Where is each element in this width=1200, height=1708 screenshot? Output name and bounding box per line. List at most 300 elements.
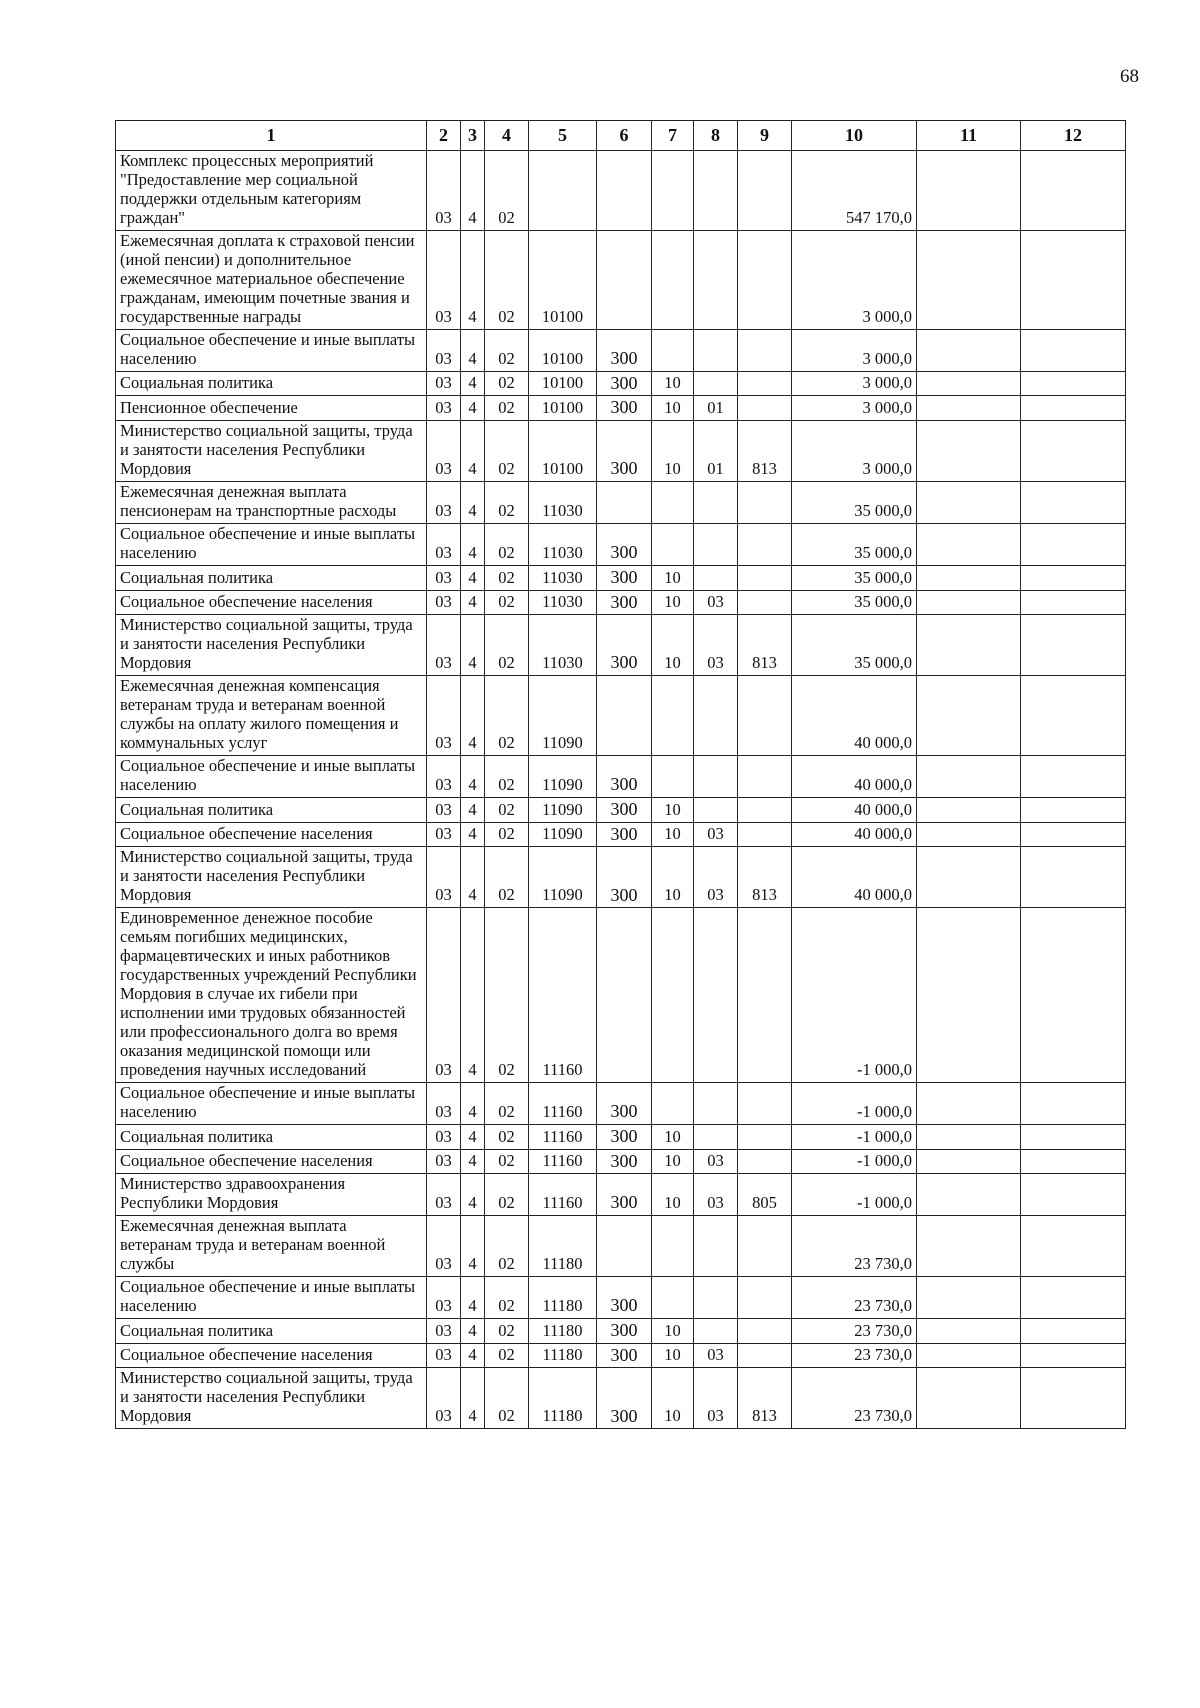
cell-col-6 [597, 908, 652, 1083]
cell-col-10-amount: 23 730,0 [792, 1319, 917, 1344]
cell-col-7: 10 [652, 565, 694, 590]
row-name-cell: Социальная политика [116, 371, 427, 396]
cell-col-12 [1021, 755, 1126, 797]
cell-col-3: 4 [461, 523, 485, 565]
cell-col-12 [1021, 523, 1126, 565]
cell-col-3: 4 [461, 151, 485, 231]
cell-col-4: 02 [485, 1277, 529, 1319]
cell-col-2: 03 [427, 481, 461, 523]
cell-col-3: 4 [461, 1277, 485, 1319]
table-row [116, 1124, 1126, 1149]
cell-col-7 [652, 1277, 694, 1319]
cell-col-7: 10 [652, 421, 694, 482]
cell-col-6: 300 [597, 1149, 652, 1174]
cell-col-2: 03 [427, 908, 461, 1083]
cell-col-3: 4 [461, 1343, 485, 1368]
cell-col-11 [917, 908, 1021, 1083]
cell-col-2: 03 [427, 1149, 461, 1174]
header-cell: 12 [1021, 121, 1126, 151]
cell-col-9: 813 [738, 615, 792, 676]
cell-col-2: 03 [427, 822, 461, 847]
cell-col-9 [738, 523, 792, 565]
cell-col-5: 11160 [529, 1082, 597, 1124]
cell-col-6: 300 [597, 847, 652, 908]
cell-col-2: 03 [427, 1174, 461, 1216]
cell-col-4: 02 [485, 822, 529, 847]
cell-col-12 [1021, 1216, 1126, 1277]
cell-col-4: 02 [485, 371, 529, 396]
cell-col-2: 03 [427, 230, 461, 329]
cell-col-5: 11160 [529, 908, 597, 1083]
row-name-cell: Министерство социальной защиты, труда и занятости населения Республики Мордовия [116, 1368, 427, 1429]
cell-col-12 [1021, 1174, 1126, 1216]
cell-col-5: 10100 [529, 396, 597, 421]
cell-col-7: 10 [652, 615, 694, 676]
budget-table [115, 120, 1126, 1429]
row-name-cell: Социальное обеспечение и иные выплаты населению [116, 1082, 427, 1124]
cell-col-3: 4 [461, 396, 485, 421]
table-row [116, 615, 1126, 676]
cell-col-4: 02 [485, 1368, 529, 1429]
row-name-cell: Социальное обеспечение и иные выплаты населению [116, 1277, 427, 1319]
cell-col-4: 02 [485, 1343, 529, 1368]
cell-col-3: 4 [461, 908, 485, 1083]
cell-col-3: 4 [461, 590, 485, 615]
cell-col-3: 4 [461, 1368, 485, 1429]
cell-col-7 [652, 151, 694, 231]
table-row [116, 822, 1126, 847]
cell-col-2: 03 [427, 1343, 461, 1368]
cell-col-6: 300 [597, 1343, 652, 1368]
cell-col-7 [652, 908, 694, 1083]
row-name-cell: Социальное обеспечение и иные выплаты населению [116, 523, 427, 565]
header-cell: 2 [427, 121, 461, 151]
cell-col-9: 805 [738, 1174, 792, 1216]
cell-col-10-amount: -1 000,0 [792, 908, 917, 1083]
cell-col-5: 11180 [529, 1368, 597, 1429]
cell-col-10-amount: -1 000,0 [792, 1082, 917, 1124]
cell-col-10-amount: 40 000,0 [792, 755, 917, 797]
cell-col-12 [1021, 1343, 1126, 1368]
header-cell: 11 [917, 121, 1021, 151]
cell-col-12 [1021, 1277, 1126, 1319]
cell-col-12 [1021, 481, 1126, 523]
cell-col-9 [738, 676, 792, 756]
cell-col-11 [917, 565, 1021, 590]
row-name-cell: Министерство социальной защиты, труда и занятости населения Республики Мордовия [116, 615, 427, 676]
table-row [116, 1368, 1126, 1429]
table-row [116, 908, 1126, 1083]
cell-col-3: 4 [461, 676, 485, 756]
cell-col-10-amount: 547 170,0 [792, 151, 917, 231]
cell-col-3: 4 [461, 329, 485, 371]
cell-col-10-amount: 35 000,0 [792, 615, 917, 676]
cell-col-9 [738, 1124, 792, 1149]
cell-col-9 [738, 755, 792, 797]
cell-col-9 [738, 481, 792, 523]
table-row [116, 1174, 1126, 1216]
cell-col-9: 813 [738, 421, 792, 482]
cell-col-8 [694, 1277, 738, 1319]
table-row [116, 371, 1126, 396]
cell-col-11 [917, 1277, 1021, 1319]
table-row [116, 1216, 1126, 1277]
cell-col-3: 4 [461, 797, 485, 822]
table-row [116, 396, 1126, 421]
cell-col-10-amount: 35 000,0 [792, 523, 917, 565]
cell-col-12 [1021, 1368, 1126, 1429]
cell-col-7: 10 [652, 1149, 694, 1174]
row-name-cell: Социальное обеспечение населения [116, 1343, 427, 1368]
table-row [116, 421, 1126, 482]
cell-col-11 [917, 755, 1021, 797]
cell-col-9: 813 [738, 847, 792, 908]
table-row [116, 481, 1126, 523]
budget-table-container [115, 120, 1125, 1429]
row-name-cell: Комплекс процессных мероприятий "Предоставление мер социальной поддержки отдельным категориям граждан" [116, 151, 427, 231]
table-row [116, 755, 1126, 797]
cell-col-8 [694, 1216, 738, 1277]
cell-col-6: 300 [597, 590, 652, 615]
cell-col-10-amount: 35 000,0 [792, 481, 917, 523]
cell-col-7: 10 [652, 1124, 694, 1149]
header-cell: 6 [597, 121, 652, 151]
cell-col-11 [917, 523, 1021, 565]
cell-col-6: 300 [597, 421, 652, 482]
cell-col-7 [652, 1082, 694, 1124]
row-name-cell: Социальная политика [116, 797, 427, 822]
cell-col-3: 4 [461, 565, 485, 590]
cell-col-4: 02 [485, 151, 529, 231]
row-name-cell: Пенсионное обеспечение [116, 396, 427, 421]
row-name-cell: Социальная политика [116, 1319, 427, 1344]
table-body [116, 151, 1126, 1429]
cell-col-11 [917, 615, 1021, 676]
cell-col-12 [1021, 1149, 1126, 1174]
cell-col-12 [1021, 151, 1126, 231]
cell-col-4: 02 [485, 230, 529, 329]
cell-col-4: 02 [485, 1082, 529, 1124]
cell-col-4: 02 [485, 421, 529, 482]
cell-col-3: 4 [461, 1319, 485, 1344]
cell-col-3: 4 [461, 1216, 485, 1277]
cell-col-4: 02 [485, 396, 529, 421]
cell-col-10-amount: 40 000,0 [792, 847, 917, 908]
cell-col-7 [652, 676, 694, 756]
cell-col-2: 03 [427, 151, 461, 231]
cell-col-11 [917, 590, 1021, 615]
cell-col-2: 03 [427, 1319, 461, 1344]
cell-col-5: 10100 [529, 421, 597, 482]
cell-col-10-amount: 40 000,0 [792, 797, 917, 822]
cell-col-5 [529, 151, 597, 231]
cell-col-8 [694, 371, 738, 396]
table-row [116, 676, 1126, 756]
cell-col-3: 4 [461, 1149, 485, 1174]
cell-col-2: 03 [427, 847, 461, 908]
cell-col-8: 03 [694, 847, 738, 908]
row-name-cell: Единовременное денежное пособие семьям погибших медицинских, фармацевтических и иных работников государственных учреждений Республики Мордовия в случае их гибели при исполнении ими трудовых обязанностей или профессионального долга во время оказания медицинской помощи или проведения научных исследований [116, 908, 427, 1083]
cell-col-4: 02 [485, 329, 529, 371]
cell-col-5: 11030 [529, 615, 597, 676]
cell-col-11 [917, 847, 1021, 908]
cell-col-6 [597, 481, 652, 523]
cell-col-7: 10 [652, 822, 694, 847]
cell-col-8: 03 [694, 615, 738, 676]
cell-col-11 [917, 1343, 1021, 1368]
cell-col-4: 02 [485, 615, 529, 676]
cell-col-7: 10 [652, 1174, 694, 1216]
cell-col-11 [917, 1174, 1021, 1216]
cell-col-4: 02 [485, 1124, 529, 1149]
cell-col-7: 10 [652, 590, 694, 615]
table-row [116, 1343, 1126, 1368]
cell-col-4: 02 [485, 590, 529, 615]
cell-col-11 [917, 1368, 1021, 1429]
cell-col-3: 4 [461, 421, 485, 482]
cell-col-6: 300 [597, 565, 652, 590]
cell-col-9 [738, 1319, 792, 1344]
cell-col-12 [1021, 797, 1126, 822]
table-row [116, 797, 1126, 822]
cell-col-4: 02 [485, 1149, 529, 1174]
cell-col-8 [694, 230, 738, 329]
cell-col-3: 4 [461, 371, 485, 396]
cell-col-12 [1021, 908, 1126, 1083]
cell-col-5: 11090 [529, 847, 597, 908]
cell-col-10-amount: 23 730,0 [792, 1368, 917, 1429]
row-name-cell: Социальное обеспечение и иные выплаты населению [116, 755, 427, 797]
cell-col-4: 02 [485, 1216, 529, 1277]
cell-col-4: 02 [485, 481, 529, 523]
cell-col-3: 4 [461, 755, 485, 797]
cell-col-8: 03 [694, 1174, 738, 1216]
cell-col-10-amount: -1 000,0 [792, 1124, 917, 1149]
cell-col-10-amount: 23 730,0 [792, 1277, 917, 1319]
row-name-cell: Социальное обеспечение и иные выплаты населению [116, 329, 427, 371]
cell-col-12 [1021, 847, 1126, 908]
cell-col-6: 300 [597, 1082, 652, 1124]
cell-col-2: 03 [427, 523, 461, 565]
cell-col-8 [694, 1082, 738, 1124]
cell-col-6: 300 [597, 797, 652, 822]
table-row [116, 1082, 1126, 1124]
cell-col-11 [917, 822, 1021, 847]
cell-col-2: 03 [427, 1277, 461, 1319]
cell-col-12 [1021, 371, 1126, 396]
cell-col-12 [1021, 1124, 1126, 1149]
cell-col-3: 4 [461, 822, 485, 847]
cell-col-5: 11030 [529, 523, 597, 565]
cell-col-8: 03 [694, 822, 738, 847]
cell-col-12 [1021, 421, 1126, 482]
cell-col-12 [1021, 615, 1126, 676]
cell-col-6: 300 [597, 1277, 652, 1319]
cell-col-9 [738, 151, 792, 231]
cell-col-2: 03 [427, 755, 461, 797]
cell-col-2: 03 [427, 676, 461, 756]
cell-col-8: 01 [694, 396, 738, 421]
table-row [116, 590, 1126, 615]
cell-col-11 [917, 421, 1021, 482]
cell-col-7: 10 [652, 1319, 694, 1344]
cell-col-7: 10 [652, 371, 694, 396]
cell-col-8 [694, 1319, 738, 1344]
cell-col-4: 02 [485, 1319, 529, 1344]
cell-col-7 [652, 329, 694, 371]
row-name-cell: Социальное обеспечение населения [116, 822, 427, 847]
cell-col-9 [738, 822, 792, 847]
cell-col-2: 03 [427, 797, 461, 822]
cell-col-9 [738, 1343, 792, 1368]
cell-col-7 [652, 481, 694, 523]
cell-col-9 [738, 329, 792, 371]
cell-col-3: 4 [461, 615, 485, 676]
cell-col-11 [917, 1082, 1021, 1124]
row-name-cell: Ежемесячная денежная компенсация ветеранам труда и ветеранам военной службы на оплату жилого помещения и коммунальных услуг [116, 676, 427, 756]
cell-col-12 [1021, 1319, 1126, 1344]
cell-col-5: 11090 [529, 676, 597, 756]
row-name-cell: Социальное обеспечение населения [116, 1149, 427, 1174]
cell-col-6: 300 [597, 523, 652, 565]
cell-col-5: 11030 [529, 481, 597, 523]
cell-col-2: 03 [427, 421, 461, 482]
cell-col-5: 11160 [529, 1149, 597, 1174]
cell-col-6: 300 [597, 1319, 652, 1344]
cell-col-10-amount: 35 000,0 [792, 590, 917, 615]
cell-col-6: 300 [597, 1368, 652, 1429]
row-name-cell: Министерство социальной защиты, труда и занятости населения Республики Мордовия [116, 421, 427, 482]
cell-col-4: 02 [485, 523, 529, 565]
row-name-cell: Ежемесячная денежная выплата ветеранам труда и ветеранам военной службы [116, 1216, 427, 1277]
cell-col-6 [597, 676, 652, 756]
cell-col-2: 03 [427, 565, 461, 590]
cell-col-12 [1021, 590, 1126, 615]
table-row [116, 847, 1126, 908]
cell-col-3: 4 [461, 847, 485, 908]
cell-col-2: 03 [427, 371, 461, 396]
header-cell: 5 [529, 121, 597, 151]
cell-col-9 [738, 371, 792, 396]
cell-col-4: 02 [485, 908, 529, 1083]
cell-col-8: 01 [694, 421, 738, 482]
cell-col-10-amount: -1 000,0 [792, 1149, 917, 1174]
row-name-cell: Социальная политика [116, 565, 427, 590]
row-name-cell: Социальное обеспечение населения [116, 590, 427, 615]
cell-col-6 [597, 1216, 652, 1277]
cell-col-7: 10 [652, 396, 694, 421]
page-number: 68 [1120, 66, 1139, 87]
cell-col-2: 03 [427, 396, 461, 421]
cell-col-4: 02 [485, 797, 529, 822]
cell-col-8 [694, 481, 738, 523]
cell-col-11 [917, 396, 1021, 421]
cell-col-5: 11160 [529, 1124, 597, 1149]
cell-col-8 [694, 1124, 738, 1149]
cell-col-8 [694, 797, 738, 822]
cell-col-11 [917, 151, 1021, 231]
cell-col-10-amount: 3 000,0 [792, 371, 917, 396]
cell-col-10-amount: 3 000,0 [792, 329, 917, 371]
cell-col-11 [917, 1319, 1021, 1344]
cell-col-8 [694, 676, 738, 756]
cell-col-10-amount: 40 000,0 [792, 676, 917, 756]
cell-col-8: 03 [694, 1149, 738, 1174]
cell-col-6: 300 [597, 396, 652, 421]
cell-col-10-amount: 3 000,0 [792, 421, 917, 482]
cell-col-6: 300 [597, 615, 652, 676]
cell-col-8 [694, 908, 738, 1083]
cell-col-11 [917, 371, 1021, 396]
table-row [116, 523, 1126, 565]
cell-col-11 [917, 230, 1021, 329]
table-row [116, 230, 1126, 329]
cell-col-5: 10100 [529, 329, 597, 371]
cell-col-10-amount: 23 730,0 [792, 1216, 917, 1277]
cell-col-5: 11180 [529, 1319, 597, 1344]
row-name-cell: Министерство социальной защиты, труда и занятости населения Республики Мордовия [116, 847, 427, 908]
cell-col-9: 813 [738, 1368, 792, 1429]
cell-col-5: 11180 [529, 1277, 597, 1319]
cell-col-8 [694, 565, 738, 590]
cell-col-2: 03 [427, 329, 461, 371]
cell-col-2: 03 [427, 1216, 461, 1277]
cell-col-4: 02 [485, 755, 529, 797]
cell-col-9 [738, 908, 792, 1083]
cell-col-12 [1021, 329, 1126, 371]
cell-col-10-amount: 35 000,0 [792, 565, 917, 590]
header-cell: 8 [694, 121, 738, 151]
cell-col-9 [738, 230, 792, 329]
header-cell: 4 [485, 121, 529, 151]
cell-col-12 [1021, 1082, 1126, 1124]
table-row [116, 1149, 1126, 1174]
cell-col-9 [738, 1277, 792, 1319]
cell-col-12 [1021, 565, 1126, 590]
cell-col-8 [694, 755, 738, 797]
cell-col-8 [694, 151, 738, 231]
cell-col-12 [1021, 676, 1126, 756]
cell-col-8 [694, 523, 738, 565]
cell-col-12 [1021, 396, 1126, 421]
cell-col-12 [1021, 822, 1126, 847]
cell-col-7: 10 [652, 847, 694, 908]
cell-col-9 [738, 396, 792, 421]
cell-col-5: 11090 [529, 797, 597, 822]
cell-col-10-amount: -1 000,0 [792, 1174, 917, 1216]
cell-col-12 [1021, 230, 1126, 329]
cell-col-2: 03 [427, 1082, 461, 1124]
header-row [116, 121, 1126, 151]
cell-col-9 [738, 1149, 792, 1174]
cell-col-2: 03 [427, 615, 461, 676]
cell-col-5: 11090 [529, 755, 597, 797]
header-cell: 7 [652, 121, 694, 151]
cell-col-7 [652, 230, 694, 329]
cell-col-6 [597, 151, 652, 231]
cell-col-7: 10 [652, 1368, 694, 1429]
cell-col-10-amount: 23 730,0 [792, 1343, 917, 1368]
cell-col-7 [652, 1216, 694, 1277]
cell-col-3: 4 [461, 1124, 485, 1149]
cell-col-5: 11180 [529, 1343, 597, 1368]
cell-col-9 [738, 797, 792, 822]
cell-col-5: 11030 [529, 590, 597, 615]
cell-col-8: 03 [694, 1343, 738, 1368]
cell-col-4: 02 [485, 565, 529, 590]
row-name-cell: Социальная политика [116, 1124, 427, 1149]
row-name-cell: Министерство здравоохранения Республики Мордовия [116, 1174, 427, 1216]
